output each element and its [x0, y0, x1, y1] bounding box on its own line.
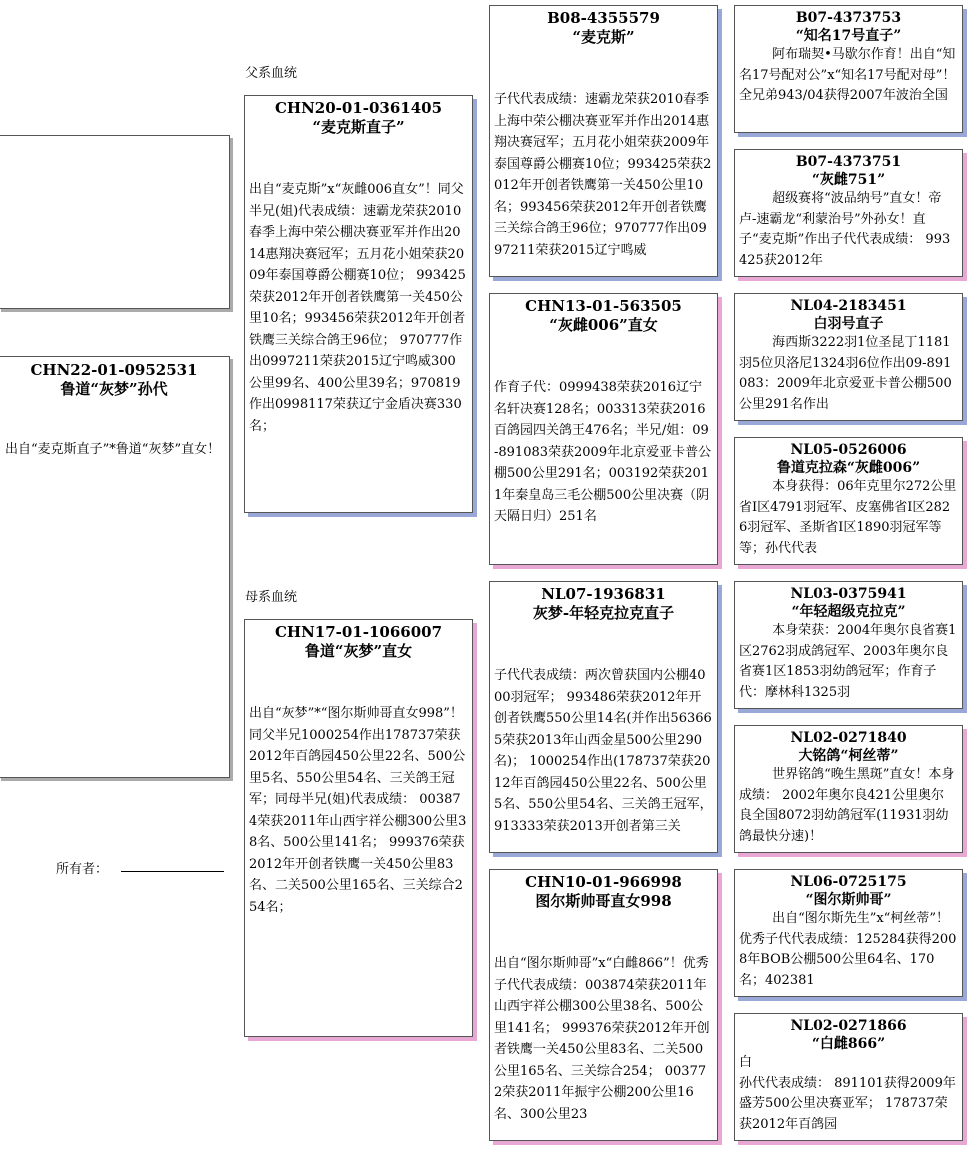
great-grandparent-id: NL05-0526006 — [790, 442, 907, 458]
subject-name: 鲁道“灰梦”孙代 — [60, 380, 168, 398]
great-grandparent-desc: 本身获得：06年克里尔272公里省I区4791羽冠军、皮塞佛省I区2826羽冠军、圣斯省I区1890羽冠军等等；孙代代表 — [739, 479, 957, 556]
sire-card — [244, 95, 473, 513]
grandparent-name: 灰梦-年轻克拉克直子 — [532, 604, 675, 622]
great-grandparent-desc: 阿布瑞契•马歇尔作育！出自“知名17号配对公”x“知名17号配对母”！全兄弟943/04获得2007年波治全国 — [739, 47, 956, 103]
great-grandparent-name: “知名17号直子” — [795, 28, 902, 44]
great-grandparent-name: 大铭鸽“柯丝蒂” — [798, 748, 899, 764]
grandparent-desc: 子代代表成绩：两次曾获国内公棚4000羽冠军； 993486荣获2012年开创者铁鹰550公里14名(并作出563665荣获2013年山西金星500公里290名)； 1000254作出(178737荣获2012年百鸽园450公里22名、500公里5名、550公里54名、三关鸽王冠军，913333荣获2013开创者第三关 — [494, 668, 713, 834]
great-grandparent-card — [734, 149, 963, 277]
great-grandparent-id: B07-4373751 — [795, 154, 902, 170]
owner-line — [121, 871, 224, 872]
subject-id: CHN22-01-0952531 — [30, 361, 198, 379]
great-grandparent-name: “灰雌751” — [811, 172, 886, 188]
subject-desc: 出自“麦克斯直子”*鲁道“灰梦”直女！ — [5, 442, 221, 457]
great-grandparent-name: “图尔斯帅哥” — [805, 892, 892, 908]
grandparent-desc: 作育子代：0999438荣获2016辽宁名轩决赛128名；003313荣获2016百鸽园四关鸽王476名；半兄/姐：09-891083荣获2009年北京爱亚卡普公棚500公里291名；003192荣获2011年秦皇岛三毛公棚500公里决赛（阴天隔日归）251名 — [494, 380, 712, 524]
sire-name: “麦克斯直子” — [312, 118, 405, 136]
sire-id: CHN20-01-0361405 — [274, 99, 443, 117]
great-grandparent-id: B07-4373753 — [795, 10, 902, 26]
grandparent-card — [489, 581, 718, 853]
great-grandparent-card — [734, 437, 963, 565]
grandparent-card — [489, 869, 718, 1141]
grandparent-card — [489, 293, 718, 565]
great-grandparent-name: 白羽号直子 — [813, 316, 884, 332]
great-grandparent-id: NL02-0271866 — [790, 1018, 907, 1034]
great-grandparent-desc: 出自“图尔斯先生”x“柯丝蒂”！优秀子代代表成绩：125284获得2008年BOB公棚500公里64名、170名；402381 — [739, 911, 957, 988]
grandparent-id: CHN13-01-563505 — [525, 297, 682, 315]
great-grandparent-desc: 超级赛将“波品纳号”直女！帝卢-速霸龙“利蒙治号”外孙女！直子“麦克斯”作出子代代表成绩： 993425获2012年 — [739, 191, 951, 268]
grandparent-desc: 出自“图尔斯帅哥”x“白雌866”！优秀子代代表成绩：003874荣获2011年山西宇祥公棚300公里38名、500公里141名； 999376荣获2012年开创者铁鹰一关450公里83名、二关500公里165名、三关综合254； 003772荣获2011年振宇公棚200公里16名、300公里23 — [494, 956, 710, 1122]
great-grandparent-desc: 海西斯3222羽1位圣昆丁1181羽5位贝洛尼1324羽6位作出09-891083：2009年北京爱亚卡普公棚500公里291名作出 — [739, 335, 952, 412]
great-grandparent-id: NL04-2183451 — [790, 298, 907, 314]
grandparent-id: CHN10-01-966998 — [525, 873, 682, 891]
great-grandparent-card — [734, 869, 963, 997]
great-grandparent-id: NL03-0375941 — [790, 586, 907, 602]
great-grandparent-card — [734, 581, 963, 709]
great-grandparent-name: 鲁道克拉森“灰雌006” — [776, 460, 921, 476]
great-grandparent-card — [734, 5, 963, 133]
grandparent-id: NL07-1936831 — [541, 585, 666, 603]
left-partial-box — [0, 135, 230, 309]
grandparent-desc: 子代代表成绩：速霸龙荣获2010春季上海中荣公棚决赛亚军并作出2014惠翔决赛冠军；五月花小姐荣获2009年泰国尊爵公棚赛10位；993425荣获2012年开创者铁鹰第一关450公里10名；993456荣获2012年开创者铁鹰三关综合鸽王96位；970777作出0997211荣获2015辽宁鸣威 — [494, 92, 712, 258]
dam-card — [244, 619, 473, 1037]
great-grandparent-id: NL02-0271840 — [790, 730, 907, 746]
dam-desc: 出自“灰梦”*“图尔斯帅哥直女998”！同父半兄1000254作出178737荣获2012年百鸽园450公里22名、500公里5名、550公里54名、三关鸽王冠军；同母半兄(姐)代表成绩： 003874荣获2011年山西宇祥公棚300公里38名、500公里141名； 999376荣获2012年开创者铁鹰一关450公里83名、二关500公里165名、三关综合254名； — [249, 706, 467, 915]
great-grandparent-desc: 本身荣获：2004年奥尔良省赛1区2762羽成鸽冠军、2003年奥尔良省赛1区1853羽幼鸽冠军；作育子代：摩林科1325羽 — [739, 623, 957, 700]
sire-desc: 出自“麦克斯”x“灰雌006直女”！同父半兄(姐)代表成绩：速霸龙荣获2010春季上海中荣公棚决赛亚军并作出2014惠翔决赛冠军；五月花小姐荣获2009年泰国尊爵公棚赛10位； 993425荣获2012年开创者铁鹰第一关450公里10名；993456荣获2012年开创者铁鹰三关综合鸽王96位； 970777作出0997211荣获2015辽宁鸣威300公里99名、400公里39名；970819作出0998117荣获辽宁金盾决赛330名； — [249, 182, 466, 434]
subject-card — [0, 356, 230, 778]
paternal-label: 父系血统 — [245, 66, 298, 81]
great-grandparent-desc: 白 孙代代表成绩： 891101获得2009年盛芳500公里决赛亚军； 178737荣获2012年百鸽园 — [739, 1055, 956, 1132]
grandparent-name: “灰雌006”直女 — [549, 316, 658, 334]
great-grandparent-card — [734, 293, 963, 421]
grandparent-id: B08-4355579 — [547, 9, 660, 27]
great-grandparent-card — [734, 725, 963, 853]
great-grandparent-name: “年轻超级克拉克” — [791, 604, 906, 620]
owner-label: 所有者： — [56, 862, 109, 877]
dam-name: 鲁道“灰梦”直女 — [304, 642, 413, 660]
grandparent-name: 图尔斯帅哥直女998 — [535, 892, 672, 910]
great-grandparent-name: “白雌866” — [811, 1036, 886, 1052]
grandparent-card — [489, 5, 718, 277]
maternal-label: 母系血统 — [245, 590, 298, 605]
great-grandparent-card — [734, 1013, 963, 1141]
grandparent-name: “麦克斯” — [572, 28, 635, 46]
great-grandparent-id: NL06-0725175 — [790, 874, 907, 890]
dam-id: CHN17-01-1066007 — [274, 623, 443, 641]
great-grandparent-desc: 世界铭鸽“晚生黑斑”直女！本身成绩： 2002年奥尔良421公里奥尔良全国8072羽幼鸽冠军(11931羽幼鸽最快分速)！ — [739, 767, 955, 844]
